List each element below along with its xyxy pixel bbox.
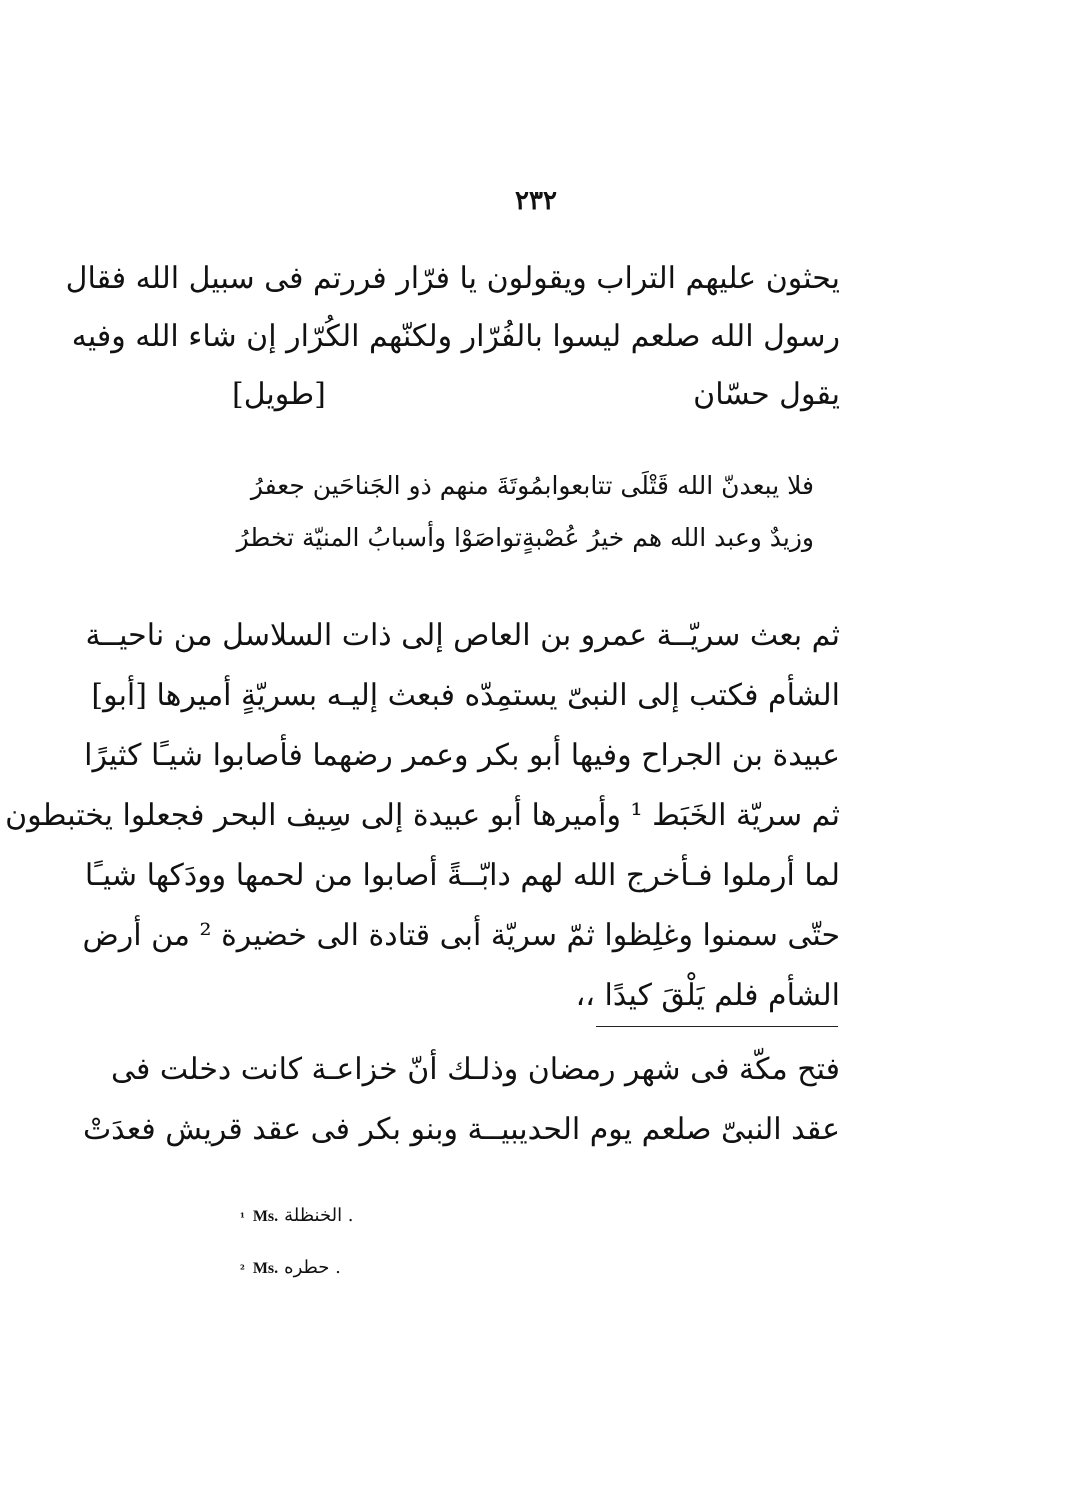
section-divider xyxy=(596,1026,838,1027)
verse xyxy=(250,460,814,512)
hemistich-first: فلا يبعدنّ الله قَتْلَى تتابعوا xyxy=(551,471,814,500)
paragraph-3-line: عقد النبىّ صلعم يوم الحديبيــة وبنو بكر فى عقد قريش فعدَتْ xyxy=(82,1112,840,1147)
footnote-text: الخنظلة . xyxy=(284,1205,354,1226)
footnote-number: ¹ xyxy=(240,1211,245,1224)
paragraph-1-last-line xyxy=(232,366,840,424)
paragraph-2-line: ثم بعث سريّــة عمرو بن العاص إلى ذات السلاسل من ناحيــة xyxy=(85,618,840,653)
hemistich-first: وزيدٌ وعبد الله هم خيرُ عُصْبةٍ xyxy=(521,523,814,552)
paragraph-2-line: الشأم فلم يَلْقَ كيدًا ،، xyxy=(575,978,840,1013)
meter-label: [طويل] xyxy=(232,377,326,412)
paragraph-2 xyxy=(5,606,840,1026)
paragraph-1-line: يحثون عليهم التراب ويقولون يا فرّار فررتم فى سبيل الله فقال xyxy=(65,261,840,296)
paragraph-2-line: الشأم فكتب إلى النبىّ يستمِدّه فبعث إليـه بسريّةٍ أميرها [أبو] xyxy=(91,678,840,713)
paragraph-1-line: رسول الله صلعم ليسوا بالفُرّار ولكنّهم الكُرّار إن شاء الله وفيه xyxy=(71,319,840,354)
paragraph-3 xyxy=(82,1040,840,1160)
paragraph-2-line: حتّى سمنوا وغلِظوا ثمّ سريّة أبى قتادة الى خضيرة ² من أرض xyxy=(82,918,840,953)
page-number: ٢٣٢ xyxy=(515,186,557,216)
paragraph-1-line: يقول حسّان xyxy=(693,377,840,412)
verse xyxy=(236,512,814,564)
footnote-ms: Ms. xyxy=(252,1260,279,1277)
footnote xyxy=(240,1190,640,1242)
footnote-text: حطره . xyxy=(284,1257,341,1278)
paragraph-2-line: عبيدة بن الجراح وفيها أبو بكر وعمر رضهما فأصابوا شيـًا كثيرًا xyxy=(84,738,840,773)
footnote-number: ² xyxy=(240,1263,245,1276)
hemistich-second: بمُوتَةَ منهم ذو الجَناحَين جعفرُ xyxy=(250,471,552,500)
hemistich-second: تواصَوْا وأسبابُ المنيّة تخطرُ xyxy=(236,523,522,552)
footnote-ms: Ms. xyxy=(252,1208,279,1225)
paragraph-2-line: لما أرملوا فـأخرج الله لهم دابّــةً أصابوا من لحمها وودَكها شيـًا xyxy=(84,858,840,893)
paragraph-1 xyxy=(65,250,840,424)
paragraph-2-line: ثم سريّة الخَبَط ¹ وأميرها أبو عبيدة إلى سِيف البحر فجعلوا يختبطون xyxy=(5,798,840,833)
poem xyxy=(236,460,814,564)
footnote xyxy=(240,1242,640,1294)
footnotes xyxy=(240,1190,640,1294)
paragraph-3-line: فتح مكّة فى شهر رمضان وذلـك أنّ خزاعـة كانت دخلت فى xyxy=(111,1052,840,1087)
